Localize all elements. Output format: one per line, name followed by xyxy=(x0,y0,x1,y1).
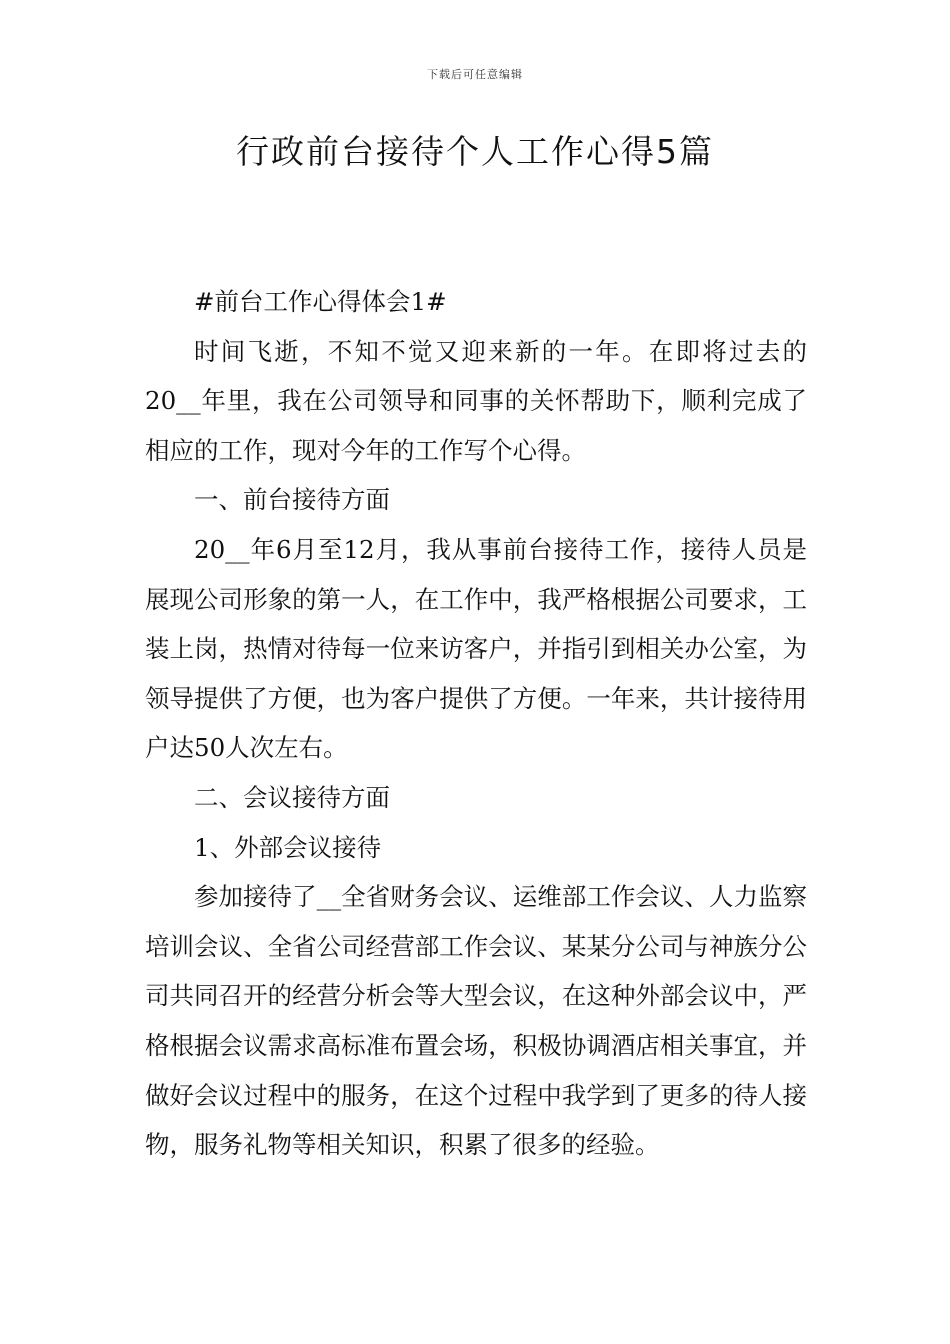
section-heading: 一、前台接待方面 xyxy=(194,485,390,515)
subsection-heading: 1、外部会议接待 xyxy=(194,832,382,862)
document-body xyxy=(145,277,807,1170)
section-heading: 二、会议接待方面 xyxy=(194,782,390,812)
paragraph: 参加接待了__全省财务会议、运维部工作会议、人力监察培训会议、全省公司经营部工作会议、某某分公司与神族分公司共同召开的经营分析会等大型会议，在这种外部会议中，严格根据会议需求高标准布置会场，积极协调酒店相关事宜，并做好会议过程中的服务，在这个过程中我学到了更多的待人接物，服务礼物等相关知识，积累了很多的经验。 xyxy=(145,882,807,1160)
header-note: 下载后可任意编辑 xyxy=(427,68,523,81)
document-title: 行政前台接待个人工作心得5篇 xyxy=(236,132,714,171)
paragraph: 时间飞逝，不知不觉又迎来新的一年。在即将过去的20__年里，我在公司领导和同事的关怀帮助下，顺利完成了相应的工作，现对今年的工作写个心得。 xyxy=(145,336,807,465)
section-heading: #前台工作心得体会1# xyxy=(194,287,447,316)
paragraph: 20__年6月至12月，我从事前台接待工作，接待人员是展现公司形象的第一人，在工作中，我严格根据公司要求，工装上岗，热情对待每一位来访客户，并指引到相关办公室，为领导提供了方便，也为客户提供了方便。一年来，共计接待用户达50人次左右。 xyxy=(145,534,807,763)
